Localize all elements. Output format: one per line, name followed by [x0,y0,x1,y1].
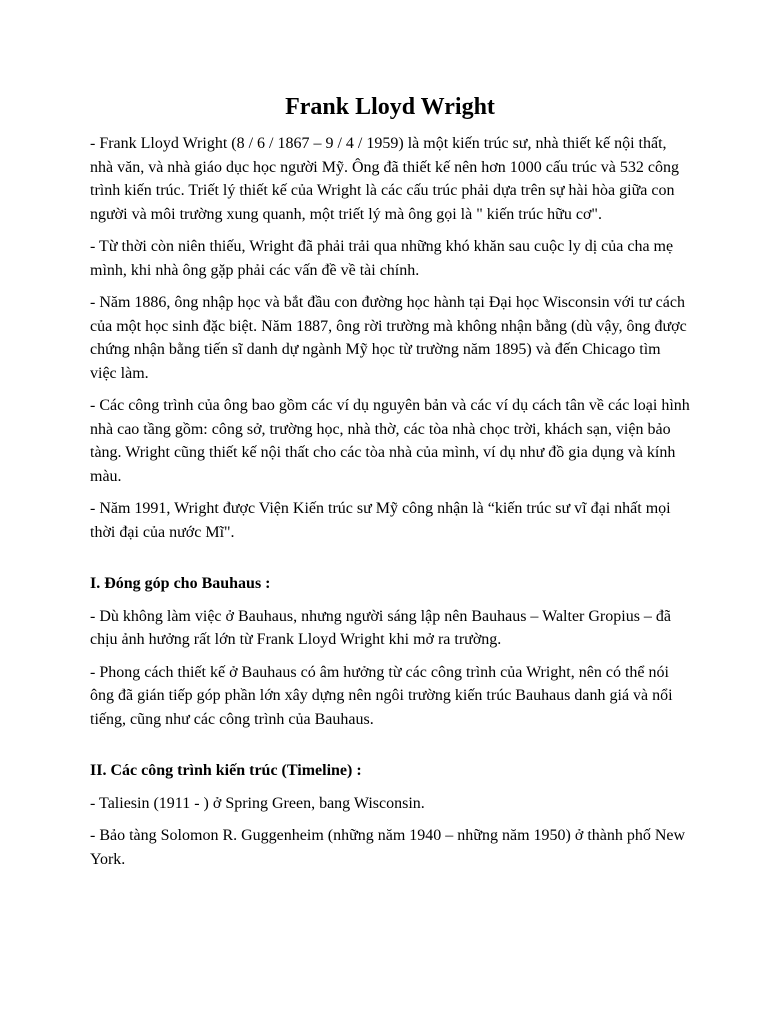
timeline-item-taliesin: - Taliesin (1911 - ) ở Spring Green, bang Wisconsin. [90,794,425,812]
intro-paragraph-works: - Các công trình của ông bao gồm các ví dụ nguyên bản và các ví dụ cách tân về các loại hình nhà cao tầng gồm: công sở, trường học, nhà thờ, các tòa nhà chọc trời, khách sạn, viện bảo tàng. Wright cũng thiết kế nội thất cho các tòa nhà của mình, ví dụ như đồ gia dụng và kính màu. [90,397,690,485]
section-heading-timeline: II. Các công trình kiến trúc (Timeline) : [90,762,362,779]
bauhaus-paragraph-influence: - Phong cách thiết kế ở Bauhaus có âm hưởng từ các công trình của Wright, nên có thể nói ông đã gián tiếp góp phần lớn xây dựng nên ngôi trường kiến trúc Bauhaus danh giá và nổi tiếng, cũng như các công trình của Bauhaus. [90,663,673,728]
intro-paragraph-childhood: - Từ thời còn niên thiếu, Wright đã phải trải qua những khó khăn sau cuộc ly dị của cha mẹ mình, khi nhà ông gặp phải các vấn đề về tài chính. [90,238,674,279]
section-heading-bauhaus: I. Đóng góp cho Bauhaus : [90,575,271,592]
intro-paragraph-recognition: - Năm 1991, Wright được Viện Kiến trúc sư Mỹ công nhận là “kiến trúc sư vĩ đại nhất mọi thời đại của nước Mĩ". [90,500,671,541]
timeline-item-guggenheim: - Bảo tàng Solomon R. Guggenheim (những năm 1940 – những năm 1950) ở thành phố New York. [90,827,686,868]
document-body [90,92,690,880]
document-title: Frank Lloyd Wright [285,94,495,120]
intro-paragraph-birth: - Frank Lloyd Wright (8 / 6 / 1867 – 9 / 4 / 1959) là một kiến trúc sư, nhà thiết kế nội thất, nhà văn, và nhà giáo dục học người Mỹ. Ông đã thiết kế nên hơn 1000 cấu trúc và 532 công trình kiến trúc. Triết lý thiết kế của Wright là các cấu trúc phải dựa trên sự hài hòa giữa con người và môi trường xung quanh, một triết lý mà ông gọi là " kiến trúc hữu cơ". [90,135,679,223]
intro-paragraph-education: - Năm 1886, ông nhập học và bắt đầu con đường học hành tại Đại học Wisconsin với tư cách của một học sinh đặc biệt. Năm 1887, ông rời trường mà không nhận bằng (dù vậy, ông được chứng nhận bằng tiến sĩ danh dự ngành Mỹ học từ trường năm 1895) và đến Chicago tìm việc làm. [90,294,687,382]
bauhaus-paragraph-gropius: - Dù không làm việc ở Bauhaus, nhưng người sáng lập nên Bauhaus – Walter Gropius – đã chịu ảnh hưởng rất lớn từ Frank Lloyd Wright khi mở ra trường. [90,607,672,648]
